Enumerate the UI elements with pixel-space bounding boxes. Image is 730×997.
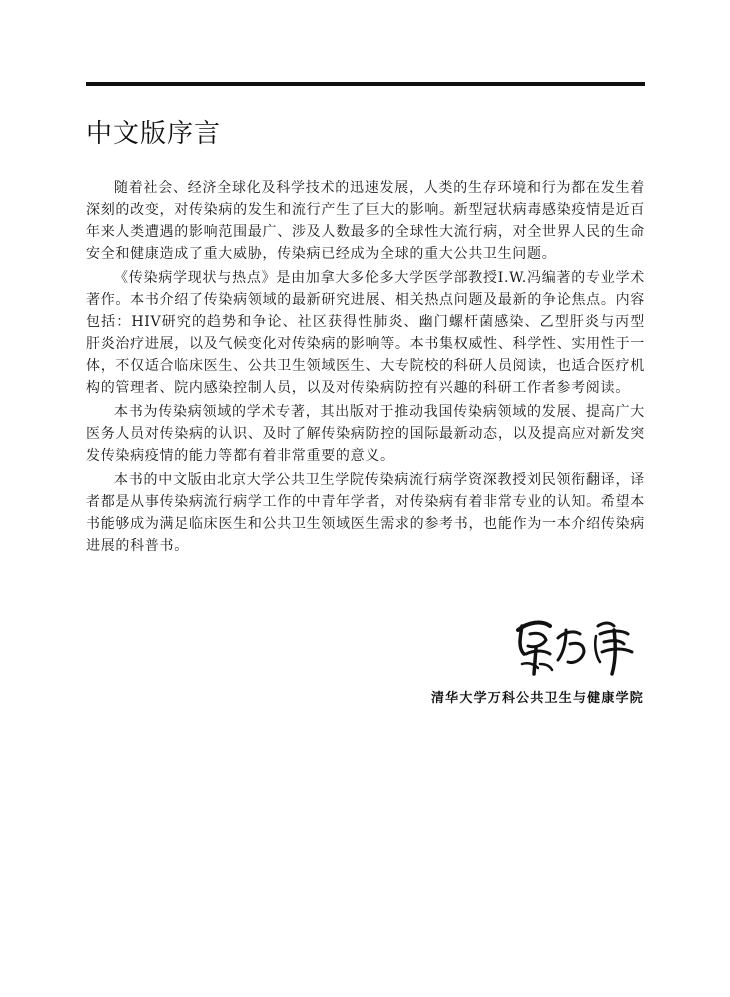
paragraph-1: 随着社会、经济全球化及科学技术的迅速发展，人类的生存环境和行为都在发生着深刻的改变，对传染病的发生和流行产生了巨大的影响。新型冠状病毒感染疫情是近百年来人类遭遇的影响范围最广、涉及人数最多的全球性大流行病，对全世界人民的生命安全和健康造成了重大威胁，传染病已经成为全球的重大公共卫生问题。 [86, 180, 645, 262]
paragraph-4: 本书的中文版由北京大学公共卫生学院传染病流行病学资深教授刘民领衔翻译，译者都是从事传染病流行病学工作的中青年学者，对传染病有着非常专业的认知。希望本书能够成为满足临床医生和公共卫生领域医生需求的参考书，也能作为一本介绍传染病进展的科普书。 [86, 472, 645, 554]
preface-body [86, 177, 645, 559]
page-title: 中文版序言 [86, 119, 222, 149]
institution-name: 清华大学万科公共卫生与健康学院 [430, 691, 644, 706]
handwritten-signature [500, 608, 650, 680]
paragraph-2: 《传染病学现状与热点》是由加拿大多伦多大学医学部教授I.W.冯编著的专业学术著作。本书介绍了传染病领域的最新研究进展、相关热点问题及最新的争论焦点。内容包括：HIV研究的趋势和争论、社区获得性肺炎、幽门螺杆菌感染、乙型肝炎与丙型肝炎治疗进展，以及气候变化对传染病的影响等。本书集权威性、科学性、实用性于一体，不仅适合临床医生、公共卫生领域医生、大专院校的科研人员阅读，也适合医疗机构的管理者、院内感染控制人员，以及对传染病防控有兴趣的科研工作者参考阅读。 [86, 270, 645, 396]
top-rule [86, 82, 645, 86]
paragraph-3: 本书为传染病领域的学术专著，其出版对于推动我国传染病领域的发展、提高广大医务人员对传染病的认识、及时了解传染病防控的国际最新动态，以及提高应对新发突发传染病疫情的能力等都有着非常重要的意义。 [86, 404, 645, 464]
